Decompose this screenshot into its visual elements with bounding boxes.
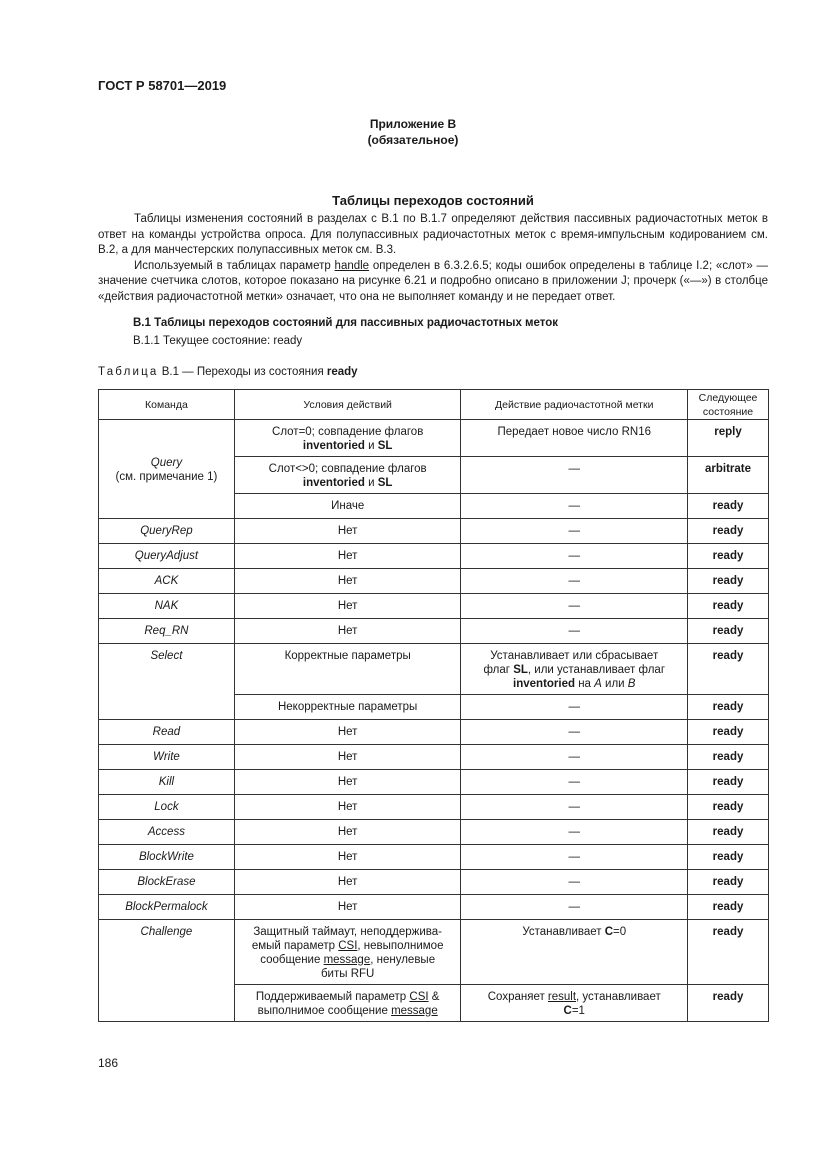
command-cell: NAK	[99, 594, 235, 619]
next-state-cell: ready	[688, 845, 769, 870]
condition-line	[239, 953, 457, 967]
command-cell: Challenge	[99, 920, 235, 1022]
intro-text	[98, 212, 768, 305]
next-state-cell: ready	[688, 770, 769, 795]
state-transition-table	[98, 389, 769, 1022]
intro-paragraph-1: Таблицы изменения состояний в разделах с В.1 по В.1.7 определяют действия пассивных радиочастотных меток в ответ на команды устройства опроса. Для полупассивных радиочастотных меток с время-импульсным кодированием см. В.2, а для манчестерских полупассивных меток см. В.3.	[98, 213, 768, 256]
sl-flag: SL	[377, 477, 393, 489]
table-row	[99, 569, 769, 594]
condition-text: емый параметр	[251, 940, 339, 952]
table-row	[99, 770, 769, 795]
handle-term: handle	[334, 259, 370, 272]
condition-cell: Нет	[234, 820, 461, 845]
next-state-cell: ready	[688, 519, 769, 544]
command-cell: ACK	[99, 569, 235, 594]
table-row	[99, 544, 769, 569]
header-conditions: Условия действий	[234, 390, 461, 420]
condition-cell: Некорректные параметры	[234, 695, 461, 720]
command-cell: BlockWrite	[99, 845, 235, 870]
condition-text: Поддерживаемый параметр	[255, 991, 410, 1003]
table-row	[99, 420, 769, 457]
action-line	[465, 663, 683, 677]
action-line	[465, 990, 683, 1004]
action-text: =0	[613, 926, 627, 938]
action-cell: —	[461, 870, 688, 895]
condition-cell: Нет	[234, 845, 461, 870]
action-text: , или устанавливает флаг	[527, 664, 666, 676]
action-cell: —	[461, 770, 688, 795]
flag-value-b: B	[627, 678, 636, 690]
action-cell: —	[461, 619, 688, 644]
section-title: Таблицы переходов состояний	[332, 193, 534, 208]
table-row	[99, 820, 769, 845]
next-state-cell: ready	[688, 494, 769, 519]
condition-line	[239, 476, 457, 490]
condition-text: , невыполнимое	[357, 940, 444, 952]
next-state-cell: reply	[688, 420, 769, 457]
action-cell: —	[461, 544, 688, 569]
next-state-cell: ready	[688, 870, 769, 895]
action-cell: —	[461, 494, 688, 519]
header-next-state: Следующее состояние	[688, 390, 769, 420]
next-state-cell: ready	[688, 745, 769, 770]
condition-conjunction: и	[364, 440, 378, 452]
action-text: на	[575, 678, 595, 690]
next-state-cell: ready	[688, 695, 769, 720]
action-text: , устанавливает	[576, 991, 661, 1003]
command-cell: Lock	[99, 795, 235, 820]
subsection-b1-heading: В.1 Таблицы переходов состояний для пассивных радиочастотных меток	[133, 317, 559, 329]
appendix-status: (обязательное)	[367, 133, 459, 147]
action-line	[465, 677, 683, 691]
query-note: (см. примечание 1)	[115, 471, 218, 483]
table-row	[99, 870, 769, 895]
header-command: Команда	[99, 390, 235, 420]
condition-cell: Нет	[234, 895, 461, 920]
intro-p2-text-a: Используемый в таблицах параметр	[134, 259, 335, 272]
command-cell: Access	[99, 820, 235, 845]
flag-value-a: A	[594, 678, 602, 690]
condition-line: Слот=0; совпадение флагов	[272, 426, 424, 438]
header-action: Действие радиочастотной метки	[461, 390, 688, 420]
condition-cell	[234, 457, 461, 494]
table-row	[99, 920, 769, 985]
condition-cell: Нет	[234, 795, 461, 820]
action-cell	[461, 985, 688, 1022]
c-flag: C	[604, 926, 614, 938]
action-text: =1	[571, 1005, 585, 1017]
condition-line	[239, 990, 457, 1004]
condition-cell: Нет	[234, 569, 461, 594]
next-state-cell: ready	[688, 644, 769, 695]
command-cell: BlockErase	[99, 870, 235, 895]
action-text: или	[601, 678, 628, 690]
table-row	[99, 795, 769, 820]
condition-cell	[234, 985, 461, 1022]
table-header-row	[99, 390, 769, 420]
csi-term: CSI	[409, 991, 429, 1003]
document-header: ГОСТ Р 58701—2019	[98, 78, 227, 93]
next-state-cell: arbitrate	[688, 457, 769, 494]
action-cell: —	[461, 895, 688, 920]
command-cell: QueryRep	[99, 519, 235, 544]
condition-cell: Нет	[234, 519, 461, 544]
next-state-cell: ready	[688, 985, 769, 1022]
action-text: Сохраняет	[487, 991, 548, 1003]
command-cell	[99, 420, 235, 519]
condition-line	[239, 1004, 457, 1018]
table-row	[99, 644, 769, 695]
command-cell: Req_RN	[99, 619, 235, 644]
next-state-cell: ready	[688, 895, 769, 920]
action-line	[465, 1004, 683, 1018]
action-text: Устанавливает	[522, 926, 605, 938]
table-caption	[98, 366, 358, 378]
next-state-cell: ready	[688, 795, 769, 820]
appendix-title: Приложение В	[369, 117, 457, 131]
action-cell	[461, 644, 688, 695]
condition-cell: Нет	[234, 745, 461, 770]
result-term: result	[547, 991, 577, 1003]
query-command-name: Query	[150, 457, 183, 469]
next-state-cell: ready	[688, 720, 769, 745]
condition-cell: Корректные параметры	[234, 644, 461, 695]
condition-text: &	[428, 991, 440, 1003]
action-text: флаг	[483, 664, 514, 676]
condition-text: сообщение	[260, 954, 324, 966]
action-cell: —	[461, 720, 688, 745]
table-row	[99, 619, 769, 644]
table-row	[99, 745, 769, 770]
next-state-cell: ready	[688, 619, 769, 644]
condition-text: выполнимое сообщение	[257, 1005, 392, 1017]
action-cell: —	[461, 795, 688, 820]
condition-cell: Нет	[234, 770, 461, 795]
intro-paragraph-2	[98, 259, 768, 306]
command-cell: Read	[99, 720, 235, 745]
action-cell: —	[461, 745, 688, 770]
command-cell: Kill	[99, 770, 235, 795]
sl-flag: SL	[513, 664, 528, 676]
table-caption-state: ready	[326, 366, 358, 378]
message-term: message	[391, 1005, 438, 1017]
table-row	[99, 895, 769, 920]
inventoried-flag: inventoried	[302, 477, 365, 489]
condition-line: биты RFU	[320, 968, 375, 980]
table-row	[99, 519, 769, 544]
condition-line: Защитный таймаут, неподдержива-	[253, 926, 442, 938]
next-state-cell: ready	[688, 920, 769, 985]
condition-cell: Нет	[234, 720, 461, 745]
next-state-cell: ready	[688, 594, 769, 619]
next-state-cell: ready	[688, 544, 769, 569]
inventoried-flag: inventoried	[302, 440, 365, 452]
condition-cell: Нет	[234, 619, 461, 644]
action-cell: —	[461, 519, 688, 544]
action-cell: —	[461, 594, 688, 619]
condition-line: Слот<>0; совпадение флагов	[268, 463, 427, 475]
action-cell: —	[461, 820, 688, 845]
sl-flag: SL	[377, 440, 393, 452]
condition-cell	[234, 420, 461, 457]
action-cell: Передает новое число RN16	[461, 420, 688, 457]
action-cell: —	[461, 845, 688, 870]
action-cell: —	[461, 457, 688, 494]
action-line: Устанавливает или сбрасывает	[490, 650, 659, 662]
action-cell: —	[461, 695, 688, 720]
condition-conjunction: и	[364, 477, 378, 489]
table-caption-label: Таблица	[98, 366, 159, 378]
condition-text: , ненулевые	[370, 954, 436, 966]
command-cell: QueryAdjust	[99, 544, 235, 569]
table-row	[99, 720, 769, 745]
subsection-b11-heading: В.1.1 Текущее состояние: ready	[133, 335, 303, 347]
command-cell: BlockPermalock	[99, 895, 235, 920]
appendix-heading	[0, 116, 826, 148]
next-state-cell: ready	[688, 569, 769, 594]
command-cell: Write	[99, 745, 235, 770]
c-flag: C	[563, 1005, 572, 1017]
condition-line	[239, 439, 457, 453]
intro-p2-text-b: определен в 6.3.2.6.5; коды ошибок определены в таблице I.2; «слот» — значение счетчика слотов, которое показано на рисунке 6.21 и подробно описано в приложении J; прочерк («—») в столбце «действия радиочастотной метки» означает, что она не выполняет команду и не передает ответ.	[98, 259, 768, 303]
table-row	[99, 594, 769, 619]
condition-cell	[234, 920, 461, 985]
action-cell	[461, 920, 688, 985]
table-row	[99, 845, 769, 870]
condition-cell: Нет	[234, 544, 461, 569]
action-cell: —	[461, 569, 688, 594]
command-cell: Select	[99, 644, 235, 720]
condition-cell: Нет	[234, 870, 461, 895]
next-state-cell: ready	[688, 820, 769, 845]
inventoried-flag: inventoried	[513, 678, 576, 690]
condition-cell: Иначе	[234, 494, 461, 519]
condition-line	[239, 939, 457, 953]
message-term: message	[323, 954, 371, 966]
csi-term: CSI	[338, 940, 358, 952]
page-number: 186	[98, 1056, 119, 1070]
table-caption-number: В.1 — Переходы из состояния	[161, 366, 327, 378]
condition-cell: Нет	[234, 594, 461, 619]
